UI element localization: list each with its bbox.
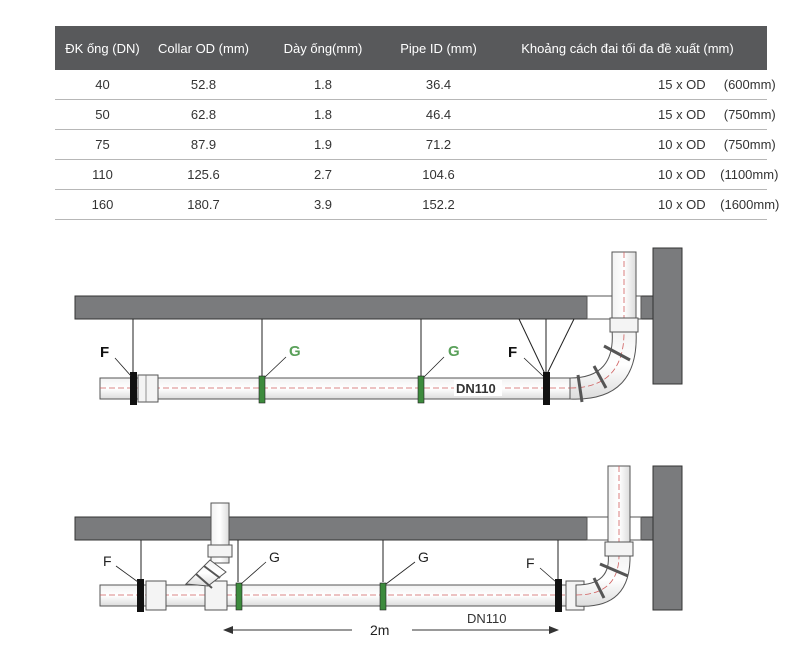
bottom-ceiling-slab [75, 517, 587, 540]
cell-dn: 50 [55, 100, 150, 130]
cell-dn: 40 [55, 70, 150, 100]
top-guide-label-2: G [448, 343, 460, 360]
cell-thickness: 1.8 [257, 100, 389, 130]
cell-pipe-id: 46.4 [389, 100, 488, 130]
bottom-leader-line [386, 562, 415, 584]
cell-collar-od: 62.8 [150, 100, 257, 130]
bottom-guide-label-2: G [418, 549, 429, 565]
cell-pipe-id: 36.4 [389, 70, 488, 100]
top-ceiling-slab-right [641, 296, 653, 319]
top-pipe-label: DN110 [456, 381, 496, 396]
bottom-fixed-clamp [555, 579, 562, 612]
top-wall [653, 248, 682, 384]
cell-collar-od: 52.8 [150, 70, 257, 100]
bottom-leader-line [241, 562, 266, 584]
top-guide-label-1: G [289, 343, 301, 360]
bottom-guide-label-1: G [269, 549, 280, 565]
cell-pipe-id: 71.2 [389, 130, 488, 160]
bottom-diagram [75, 466, 682, 638]
top-fixed-clamp [130, 372, 137, 405]
bottom-leader-line [540, 568, 556, 582]
top-fixed-label-left: F [100, 344, 110, 361]
top-guide-clamp [418, 376, 424, 403]
cell-collar-od: 125.6 [150, 160, 257, 190]
top-hanger-rod [546, 319, 574, 376]
cell-pipe-id: 152.2 [389, 190, 488, 220]
bottom-guide-clamp [236, 583, 242, 610]
top-ceiling-slab [75, 296, 587, 319]
top-leader-line [115, 358, 131, 376]
top-diagram [75, 248, 682, 405]
cell-distance: 10 x OD (750mm) [488, 130, 767, 160]
cell-thickness: 3.9 [257, 190, 389, 220]
bottom-fixed-label-right: F [526, 555, 535, 571]
bottom-wall [653, 466, 682, 610]
bottom-vertical-collar [605, 542, 633, 556]
header-pipe-id: Pipe ID (mm) [389, 26, 488, 70]
cell-distance: 15 x OD (600mm) [488, 70, 767, 100]
bottom-socket-collar [146, 581, 166, 610]
header-collar-od: Collar OD (mm) [150, 26, 257, 70]
cell-distance: 15 x OD (750mm) [488, 100, 767, 130]
top-guide-clamp [259, 376, 265, 403]
cell-dn: 160 [55, 190, 150, 220]
top-vertical-collar [610, 318, 638, 332]
top-leader-line [265, 357, 286, 377]
bottom-guide-clamp [380, 583, 386, 610]
header-dn: ĐK ống (DN) [55, 26, 150, 70]
cell-distance: 10 x OD (1100mm) [488, 160, 767, 190]
cell-pipe-id: 104.6 [389, 160, 488, 190]
bottom-fixed-clamp [137, 579, 144, 612]
bottom-fixed-label-left: F [103, 553, 112, 569]
cell-dn: 110 [55, 160, 150, 190]
cell-thickness: 2.7 [257, 160, 389, 190]
top-leader-line [424, 357, 444, 377]
top-hanger-rod [519, 319, 546, 376]
bottom-span-label: 2m [370, 622, 390, 638]
top-leader-line [524, 358, 543, 376]
bottom-pipe-label: DN110 [467, 611, 507, 626]
bottom-leader-line [116, 566, 138, 582]
top-fixed-label-right: F [508, 344, 518, 361]
top-socket-collar [138, 375, 158, 402]
cell-thickness: 1.9 [257, 130, 389, 160]
top-fixed-clamp [543, 372, 550, 405]
cell-thickness: 1.8 [257, 70, 389, 100]
cell-collar-od: 87.9 [150, 130, 257, 160]
bottom-branch-collar [208, 545, 232, 557]
header-thickness: Dày ống(mm) [257, 26, 389, 70]
cell-dn: 75 [55, 130, 150, 160]
bottom-horizontal-pipe [100, 585, 576, 606]
header-distance: Khoảng cách đai tối đa đề xuất (mm) [488, 26, 767, 70]
cell-collar-od: 180.7 [150, 190, 257, 220]
bottom-ceiling-slab-right [641, 517, 653, 540]
cell-distance: 10 x OD (1600mm) [488, 190, 767, 220]
